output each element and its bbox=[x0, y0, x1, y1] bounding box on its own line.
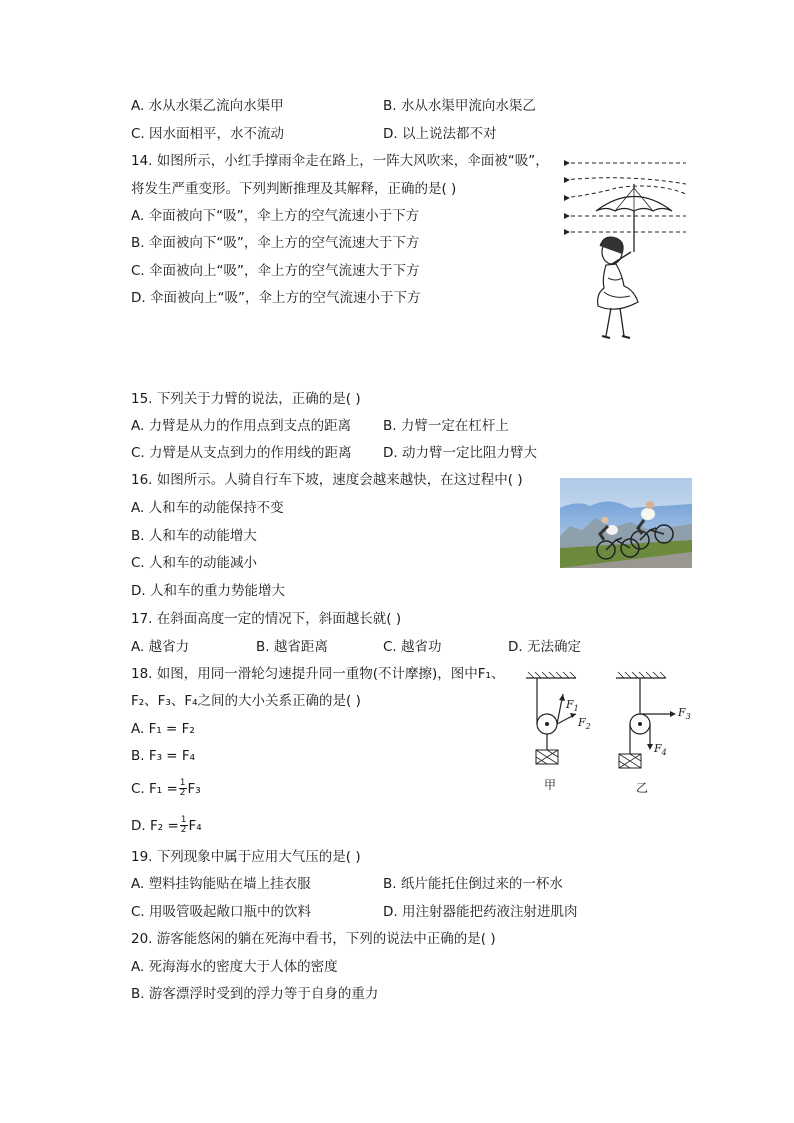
q18-option-d bbox=[131, 816, 202, 835]
q19-option-b: B. 纸片能托住倒过来的一杯水 bbox=[383, 876, 563, 892]
q16-option-a: A. 人和车的动能保持不变 bbox=[131, 500, 284, 516]
force-label-f1: F bbox=[566, 698, 574, 711]
force-label-f1-sub: 1 bbox=[573, 704, 579, 713]
svg-text:F4 bbox=[653, 742, 667, 757]
force-label-f3-sub: 3 bbox=[685, 712, 691, 721]
figure-label-yi: 乙 bbox=[636, 781, 649, 795]
svg-text:F2 bbox=[577, 716, 591, 731]
q18-option-c bbox=[131, 779, 201, 798]
q14-stem-line2: 将发生严重变形。下列判断推理及其解释，正确的是( ) bbox=[131, 181, 457, 197]
q13-option-b: B. 水从水渠甲流向水渠乙 bbox=[383, 98, 536, 114]
q15-option-d: D. 动力臂一定比阻力臂大 bbox=[383, 445, 537, 461]
fraction-numerator: 1 bbox=[180, 815, 187, 825]
q14-stem-line1: 14. 如图所示，小红手撑雨伞走在路上，一阵大风吹来，伞面被“吸”， bbox=[131, 153, 549, 169]
fraction-half bbox=[180, 816, 188, 835]
force-label-f2: F bbox=[578, 716, 586, 729]
q15-stem: 15. 下列关于力臂的说法，正确的是( ) bbox=[131, 391, 361, 407]
figure-label-jia: 甲 bbox=[544, 778, 557, 792]
cyclists-photo bbox=[560, 478, 692, 568]
q16-option-c: C. 人和车的动能减小 bbox=[131, 555, 258, 571]
q18-option-a: A. F₁ = F₂ bbox=[131, 721, 195, 737]
q17-option-d: D. 无法确定 bbox=[508, 639, 581, 655]
pulley-figure bbox=[520, 668, 700, 796]
q13-option-a: A. 水从水渠乙流向水渠甲 bbox=[131, 98, 284, 114]
q14-option-c: C. 伞面被向上“吸”，伞上方的空气流速大于下方 bbox=[131, 263, 420, 279]
q14-option-b: B. 伞面被向下“吸”，伞上方的空气流速大于下方 bbox=[131, 235, 420, 251]
q19-option-d: D. 用注射器能把药液注射进肌肉 bbox=[383, 904, 578, 920]
umbrella-wind-figure bbox=[556, 154, 692, 344]
q20-option-a: A. 死海海水的密度大于人体的密度 bbox=[131, 959, 338, 975]
q19-option-c: C. 用吸管吸起敞口瓶中的饮料 bbox=[131, 904, 312, 920]
q15-option-c: C. 力臂是从支点到力的作用线的距离 bbox=[131, 445, 352, 461]
q15-option-a: A. 力臂是从力的作用点到支点的距离 bbox=[131, 418, 352, 434]
q18-stem-line1: 18. 如图，用同一滑轮匀速提升同一重物(不计摩擦)，图中F₁、 bbox=[131, 666, 505, 682]
q14-option-d: D. 伞面被向上“吸”，伞上方的空气流速小于下方 bbox=[131, 290, 421, 306]
q15-option-b: B. 力臂一定在杠杆上 bbox=[383, 418, 509, 434]
q16-option-b: B. 人和车的动能增大 bbox=[131, 528, 257, 544]
force-label-f4: F bbox=[654, 742, 662, 755]
q13-option-c: C. 因水面相平，水不流动 bbox=[131, 126, 285, 142]
q18-stem-line2: F₂、F₃、F₄之间的大小关系正确的是( ) bbox=[131, 693, 361, 709]
q16-option-d: D. 人和车的重力势能增大 bbox=[131, 583, 285, 599]
q20-option-b: B. 游客漂浮时受到的浮力等于自身的重力 bbox=[131, 986, 379, 1002]
q16-stem: 16. 如图所示。人骑自行车下坡，速度会越来越快，在这过程中( ) bbox=[131, 472, 523, 488]
q19-option-a: A. 塑料挂钩能贴在墙上挂衣服 bbox=[131, 876, 311, 892]
force-label-f4-sub: 4 bbox=[661, 748, 667, 757]
fraction-half bbox=[179, 779, 187, 798]
q13-option-d: D. 以上说法都不对 bbox=[383, 126, 497, 142]
svg-text:F1 bbox=[565, 698, 579, 713]
q18-option-d-suffix: F₄ bbox=[188, 817, 202, 834]
fraction-numerator: 1 bbox=[179, 778, 186, 788]
fraction-denominator: 2 bbox=[180, 825, 187, 835]
q17-option-c: C. 越省功 bbox=[383, 639, 442, 655]
q14-option-a: A. 伞面被向下“吸”，伞上方的空气流速小于下方 bbox=[131, 208, 420, 224]
q17-stem: 17. 在斜面高度一定的情况下，斜面越长就( ) bbox=[131, 611, 402, 627]
force-label-f2-sub: 2 bbox=[585, 722, 591, 731]
svg-text:F3 bbox=[677, 706, 691, 721]
q19-stem: 19. 下列现象中属于应用大气压的是( ) bbox=[131, 849, 361, 865]
q18-option-c-prefix: C. F₁ = bbox=[131, 780, 178, 797]
force-label-f3: F bbox=[678, 706, 686, 719]
fraction-denominator: 2 bbox=[179, 788, 186, 798]
q20-stem: 20. 游客能悠闲的躺在死海中看书，下列的说法中正确的是( ) bbox=[131, 931, 496, 947]
q18-option-c-suffix: F₃ bbox=[187, 780, 201, 797]
q18-option-d-prefix: D. F₂ = bbox=[131, 817, 179, 834]
q17-option-a: A. 越省力 bbox=[131, 639, 190, 655]
q17-option-b: B. 越省距离 bbox=[256, 639, 328, 655]
q18-option-b: B. F₃ = F₄ bbox=[131, 748, 196, 764]
